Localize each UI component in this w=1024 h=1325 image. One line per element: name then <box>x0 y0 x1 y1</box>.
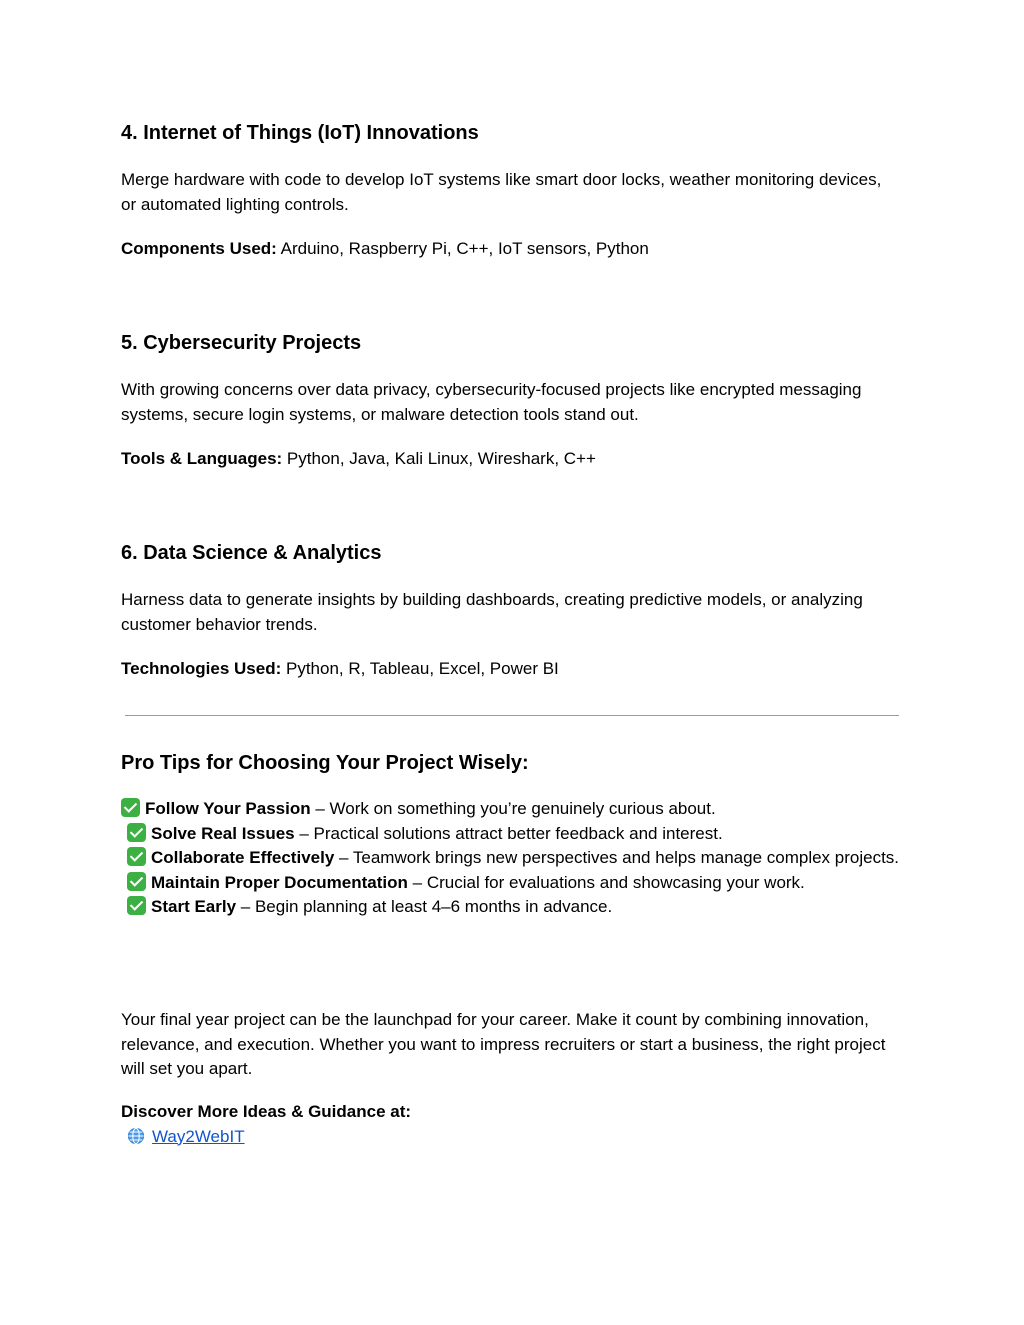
tips-heading-block <box>121 750 901 776</box>
horizontal-divider <box>125 715 899 716</box>
section-heading: 6. Data Science & Analytics <box>121 542 382 564</box>
tip-title: Maintain Proper Documentation <box>151 872 408 892</box>
section-meta <box>121 447 901 472</box>
tip-item <box>121 895 901 920</box>
tip-text: – Begin planning at least 4–6 months in advance. <box>236 897 613 916</box>
meta-label: Technologies Used: <box>121 659 282 678</box>
section-body: Merge hardware with code to develop IoT systems like smart door locks, weather monitoring devices, or automated lighting controls. <box>121 170 882 214</box>
cta-block <box>121 1100 901 1149</box>
meta-value: Python, R, Tableau, Excel, Power BI <box>281 659 559 678</box>
tip-item <box>121 797 901 822</box>
section-cybersecurity-body <box>121 378 901 427</box>
tip-item <box>121 822 901 847</box>
tip-text: – Teamwork brings new perspectives and helps manage complex projects. <box>334 848 900 867</box>
check-mark-icon <box>127 896 146 915</box>
way2webit-link[interactable]: Way2WebIT <box>152 1126 245 1146</box>
section-cybersecurity-meta <box>121 447 901 472</box>
check-mark-icon <box>127 823 146 842</box>
check-mark-icon <box>121 798 140 817</box>
section-meta <box>121 237 901 262</box>
tips-heading: Pro Tips for Choosing Your Project Wisely: <box>121 752 529 774</box>
section-iot <box>121 120 901 146</box>
section-iot-body <box>121 168 901 217</box>
section-data-science <box>121 540 901 566</box>
tip-title: Start Early <box>151 897 237 916</box>
section-data-science-body <box>121 588 901 637</box>
section-meta <box>121 657 901 682</box>
cta-link-line <box>121 1125 901 1150</box>
closing-body: Your final year project can be the launchpad for your career. Make it count by combining innovation, relevance, and execution. Whether you want to impress recruiters or start a business, the right project will set you apart. <box>121 1010 886 1078</box>
meta-label: Components Used: <box>121 239 277 258</box>
section-heading: 5. Cybersecurity Projects <box>121 332 362 354</box>
section-body: With growing concerns over data privacy, cybersecurity-focused projects like encrypted messaging systems, secure login systems, or malware detection tools stand out. <box>121 380 862 424</box>
tip-title: Collaborate Effectively <box>151 848 335 867</box>
meta-value: Arduino, Raspberry Pi, C++, IoT sensors, Python <box>276 239 649 258</box>
check-mark-icon <box>127 872 146 891</box>
tip-item <box>121 846 901 871</box>
globe-icon <box>127 1127 145 1145</box>
meta-value: Python, Java, Kali Linux, Wireshark, C++ <box>282 449 596 468</box>
section-body: Harness data to generate insights by building dashboards, creating predictive models, or analyzing customer behavior trends. <box>121 590 863 634</box>
section-heading: 4. Internet of Things (IoT) Innovations <box>121 122 479 144</box>
cta-label <box>121 1100 901 1125</box>
tips-list <box>121 797 901 920</box>
tip-text: – Practical solutions attract better feedback and interest. <box>294 823 723 843</box>
closing-block <box>121 1008 901 1082</box>
meta-label: Tools & Languages: <box>121 449 283 468</box>
tip-item <box>121 871 901 896</box>
tip-text: – Crucial for evaluations and showcasing your work. <box>407 872 805 892</box>
section-cybersecurity <box>121 330 901 356</box>
check-mark-icon <box>127 847 146 866</box>
section-iot-meta <box>121 237 901 262</box>
tip-text: – Work on something you’re genuinely curious about. <box>310 799 716 818</box>
tip-title: Follow Your Passion <box>145 799 311 818</box>
section-data-science-meta <box>121 657 901 682</box>
tip-title: Solve Real Issues <box>151 823 295 843</box>
cta-label-text: Discover More Ideas & Guidance at: <box>121 1102 412 1121</box>
